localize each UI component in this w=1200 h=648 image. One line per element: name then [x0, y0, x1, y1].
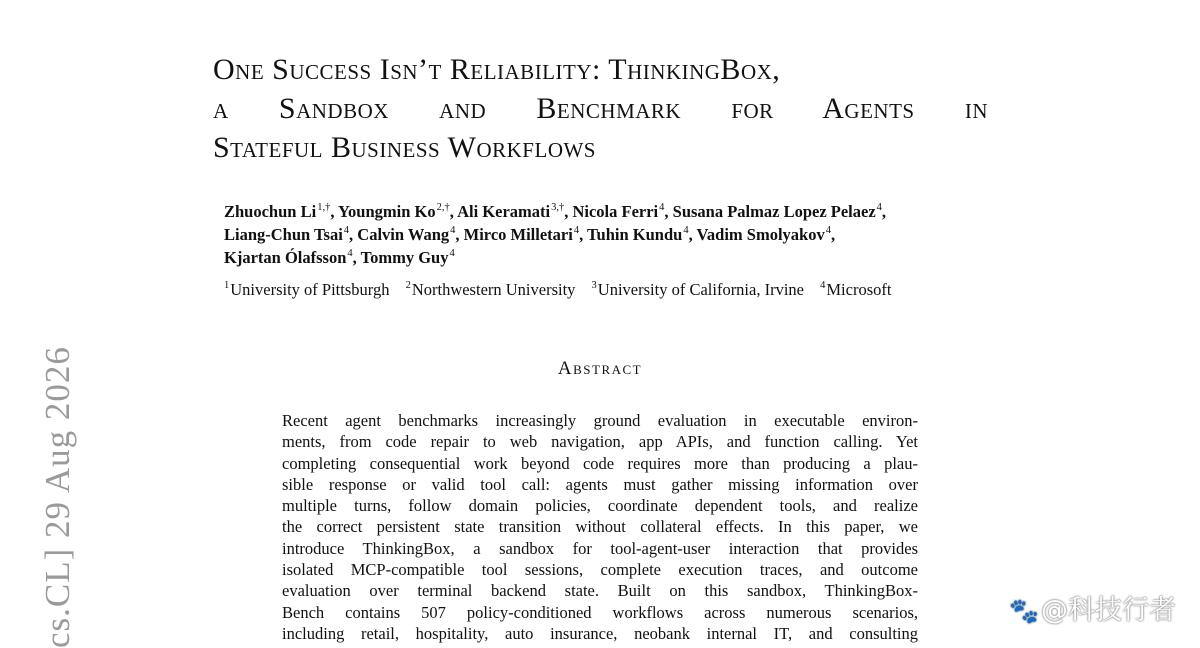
watermark-text: @科技行者: [1041, 595, 1176, 626]
abstract-line: sible response or valid tool call: agents must gather missing information over: [282, 474, 918, 494]
affiliation-list: [224, 280, 1024, 300]
paper-title: [213, 50, 993, 167]
author: Kjartan Ólafsson$^4$: [224, 248, 353, 267]
affiliation: $^2$Northwestern University: [405, 280, 576, 299]
abstract-line: evaluation over terminal backend state. Built on this sandbox, ThinkingBox-: [282, 581, 918, 601]
abstract-line: Recent agent benchmarks increasingly ground evaluation in executable environ-: [282, 411, 918, 430]
author-list: [224, 200, 1024, 269]
abstract-line: ments, from code repair to web navigation, app APIs, and function calling. Yet: [282, 432, 918, 452]
author: Ali Keramati$^{3,\dagger}$: [457, 202, 565, 221]
abstract-line: multiple turns, follow domain policies, coordinate dependent tools, and realize: [282, 496, 918, 516]
abstract-body: [282, 410, 918, 644]
title-line-2: a Sandbox and Benchmark for Agents in: [213, 92, 988, 125]
author: Susana Palmaz Lopez Pelaez$^4$: [672, 202, 882, 221]
abstract-line: completing consequential work beyond code requires more than producing a plau-: [282, 453, 918, 473]
affiliation: $^1$University of Pittsburgh: [224, 280, 390, 299]
author: Tuhin Kundu$^4$: [587, 225, 689, 244]
author: Calvin Wang$^4$: [357, 225, 456, 244]
author: Nicola Ferri$^4$: [572, 202, 665, 221]
abstract-line: introduce ThinkingBox, a sandbox for tool-agent-user interaction that provides: [282, 538, 918, 558]
title-line-1: One Success Isn’t Reliability: ThinkingBox,: [213, 53, 781, 86]
author-row-2: Liang-Chun Tsai$^4$, Calvin Wang$^4$, Mirco Milletari$^4$, Tuhin Kundu$^4$, Vadim Smolyakov$^4$,: [224, 225, 836, 244]
abstract-line: isolated MCP-compatible tool sessions, complete execution traces, and outcome: [282, 560, 918, 580]
author: Vadim Smolyakov$^4$: [696, 225, 831, 244]
abstract-line: the correct persistent state transition without collateral effects. In this paper, we: [282, 517, 918, 537]
author: Mirco Milletari$^4$: [463, 225, 580, 244]
author: Tommy Guy$^4$: [360, 248, 455, 267]
author-row-1: Zhuochun $Li^{1,\dagger}$, Youngmin $Ko^{2,\dagger}$, Ali Keramati$^{3,\dagger}$, Nicola Ferri$^4$, Susana Palmaz Lopez Pelaez$^4$,: [224, 202, 887, 221]
author: Zhuochun $Li^{1,\dagger}$: [224, 202, 331, 221]
abstract-line: including retail, hospitality, auto insurance, neobank internal IT, and consulting: [282, 623, 918, 643]
title-line-3: Stateful Business Workflows: [213, 131, 596, 164]
arxiv-side-label: cs.CL] 29 Aug 2026: [38, 346, 77, 648]
affiliation: $^3$University of California, Irvine: [591, 280, 804, 299]
author: Liang-Chun Tsai$^4$: [224, 225, 350, 244]
paw-icon: 🐾: [1009, 597, 1039, 625]
abstract-line: Bench contains 507 policy-conditioned workflows across numerous scenarios,: [282, 602, 918, 622]
affiliation: $^4$Microsoft: [820, 280, 892, 299]
abstract-heading: Abstract: [557, 358, 643, 379]
author-row-3: Kjartan Ólafsson$^4$, Tommy Guy$^4$: [224, 248, 455, 267]
watermark: [1009, 588, 1176, 627]
author: Youngmin $Ko^{2,\dagger}$: [337, 202, 450, 221]
